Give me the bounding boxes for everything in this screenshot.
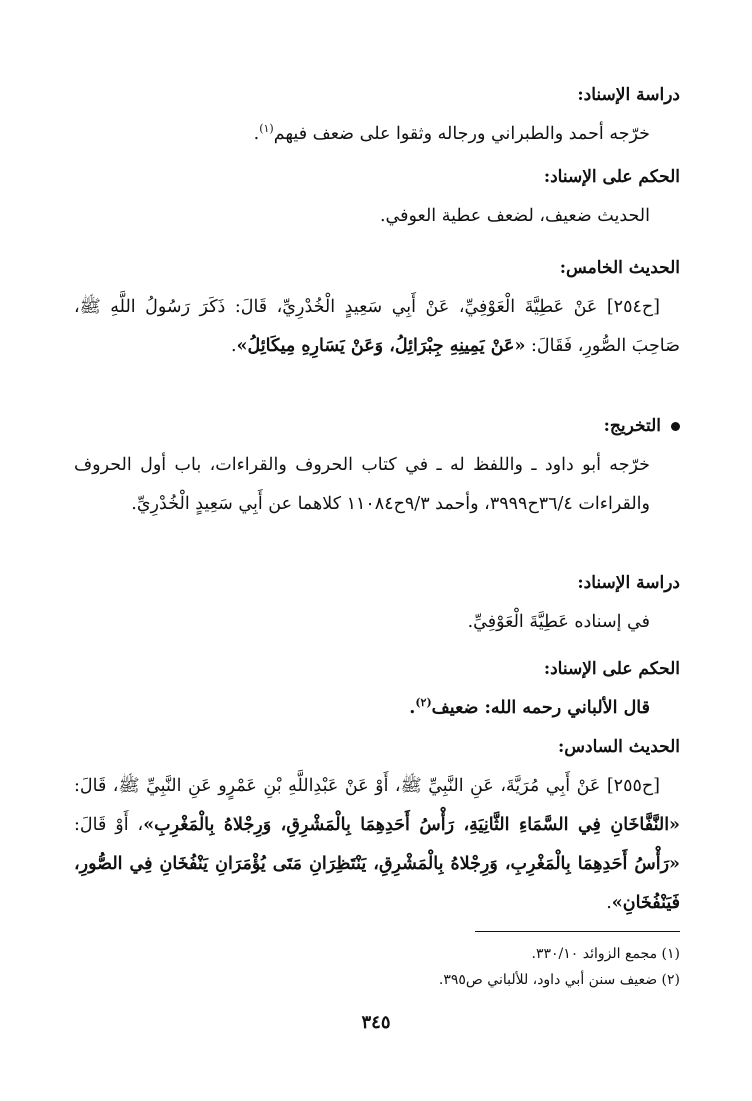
footnote-ref: (٢) <box>415 696 432 710</box>
footnote-separator <box>475 931 680 932</box>
section-text: في إسناده عَطِيَّةَ الْعَوْفِيِّ. <box>467 612 650 632</box>
hadith-quote: «النَّفَّاخَانِ فِي السَّمَاءِ الثَّانِيَةِ، رَأْسُ أَحَدِهِمَا بِالْمَشْرِقِ، وَرِجْلاهُ بِالْمَغْرِبِ» <box>143 815 680 835</box>
section-heading <box>74 407 680 446</box>
takhrij-section <box>74 407 680 524</box>
page-number: ٣٤٥ <box>361 1012 391 1033</box>
hadith-text <box>74 767 680 923</box>
hadith-quote: «رَأْسُ أَحَدِهِمَا بِالْمَغْرِبِ، وَرِجْلاهُ بِالْمَشْرِقِ، يَنْتَظِرَانِ مَتَى يُؤْمَرَانِ يَنْفُخَانِ فِي الصُّورِ، فَيَنْفُخَانِ» <box>74 854 680 913</box>
footnote: (٢) ضعيف سنن أبي داود، للألباني ص٣٩٥. <box>438 972 680 988</box>
hadith-text <box>74 288 680 366</box>
text-span: [ح٢٥٤] عَنْ عَطِيَّةَ الْعَوْفِيِّ، عَنْ أَبِي سَعِيدٍ الْخُدْرِيِّ، قَالَ: ذَكَرَ رَسُولُ اللَّهِ ﷺ، صَاحِبَ الصُّورِ، فَقَالَ: <box>74 297 680 356</box>
section-heading: دراسة الإسناد: <box>577 85 680 105</box>
text-span: . <box>231 336 237 356</box>
text-span: [ح٢٥٥] عَنْ أَبِي مُرَيَّةَ، عَنِ النَّبِيِّ ﷺ، أَوْ عَنْ عَبْدِاللَّهِ بْنِ عَمْرٍو عَنِ النَّبِيِّ ﷺ، قَالَ: <box>74 776 660 796</box>
section-heading: دراسة الإسناد: <box>577 573 680 593</box>
isnad-study-section <box>74 76 680 154</box>
hadith-five-section <box>74 249 680 366</box>
footnote: (١) مجمع الزوائد ٣٣٠/١٠. <box>531 946 680 962</box>
section-text <box>74 115 680 154</box>
text-span: . <box>606 893 612 913</box>
footnote-ref: (١) <box>259 122 274 136</box>
isnad-study-section-2 <box>74 564 680 642</box>
section-heading: الحديث السادس: <box>558 737 680 757</box>
heading-label: التخريج: <box>603 416 661 436</box>
section-heading: الحديث الخامس: <box>559 258 680 278</box>
section-heading: الحكم على الإسناد: <box>543 167 680 187</box>
hadith-six-section <box>74 728 680 923</box>
isnad-ruling-section-2 <box>74 650 680 728</box>
section-text: خرّجه أبو داود ـ واللفظ له ـ في كتاب الحروف والقراءات، باب أول الحروف والقراءات ٣٦/٤ح٣٩٩٩، وأحمد ٩/٣ح١١٠٨٤ كلاهما عن أَبِي سَعِيدٍ الْخُدْرِيِّ. <box>74 455 650 514</box>
text-span: ، أَوْ قَالَ: <box>74 815 144 835</box>
section-heading: الحكم على الإسناد: <box>543 659 680 679</box>
bullet-icon <box>671 422 680 431</box>
isnad-ruling-section <box>74 158 680 236</box>
section-text: الحديث ضعيف، لضعف عطية العوفي. <box>379 206 650 226</box>
text-span: . <box>253 124 260 144</box>
text-span: قال الألباني رحمه الله: ضعيف <box>431 698 650 718</box>
text-span: خرّجه أحمد والطبراني ورجاله وثقوا على ضعف فيهم <box>273 124 650 144</box>
hadith-quote: «عَنْ يَمِينِهِ جِبْرَائِلُ، وَعَنْ يَسَارِهِ مِيكَائِلُ» <box>236 336 526 356</box>
section-text <box>74 689 680 728</box>
text-span: . <box>409 698 416 718</box>
